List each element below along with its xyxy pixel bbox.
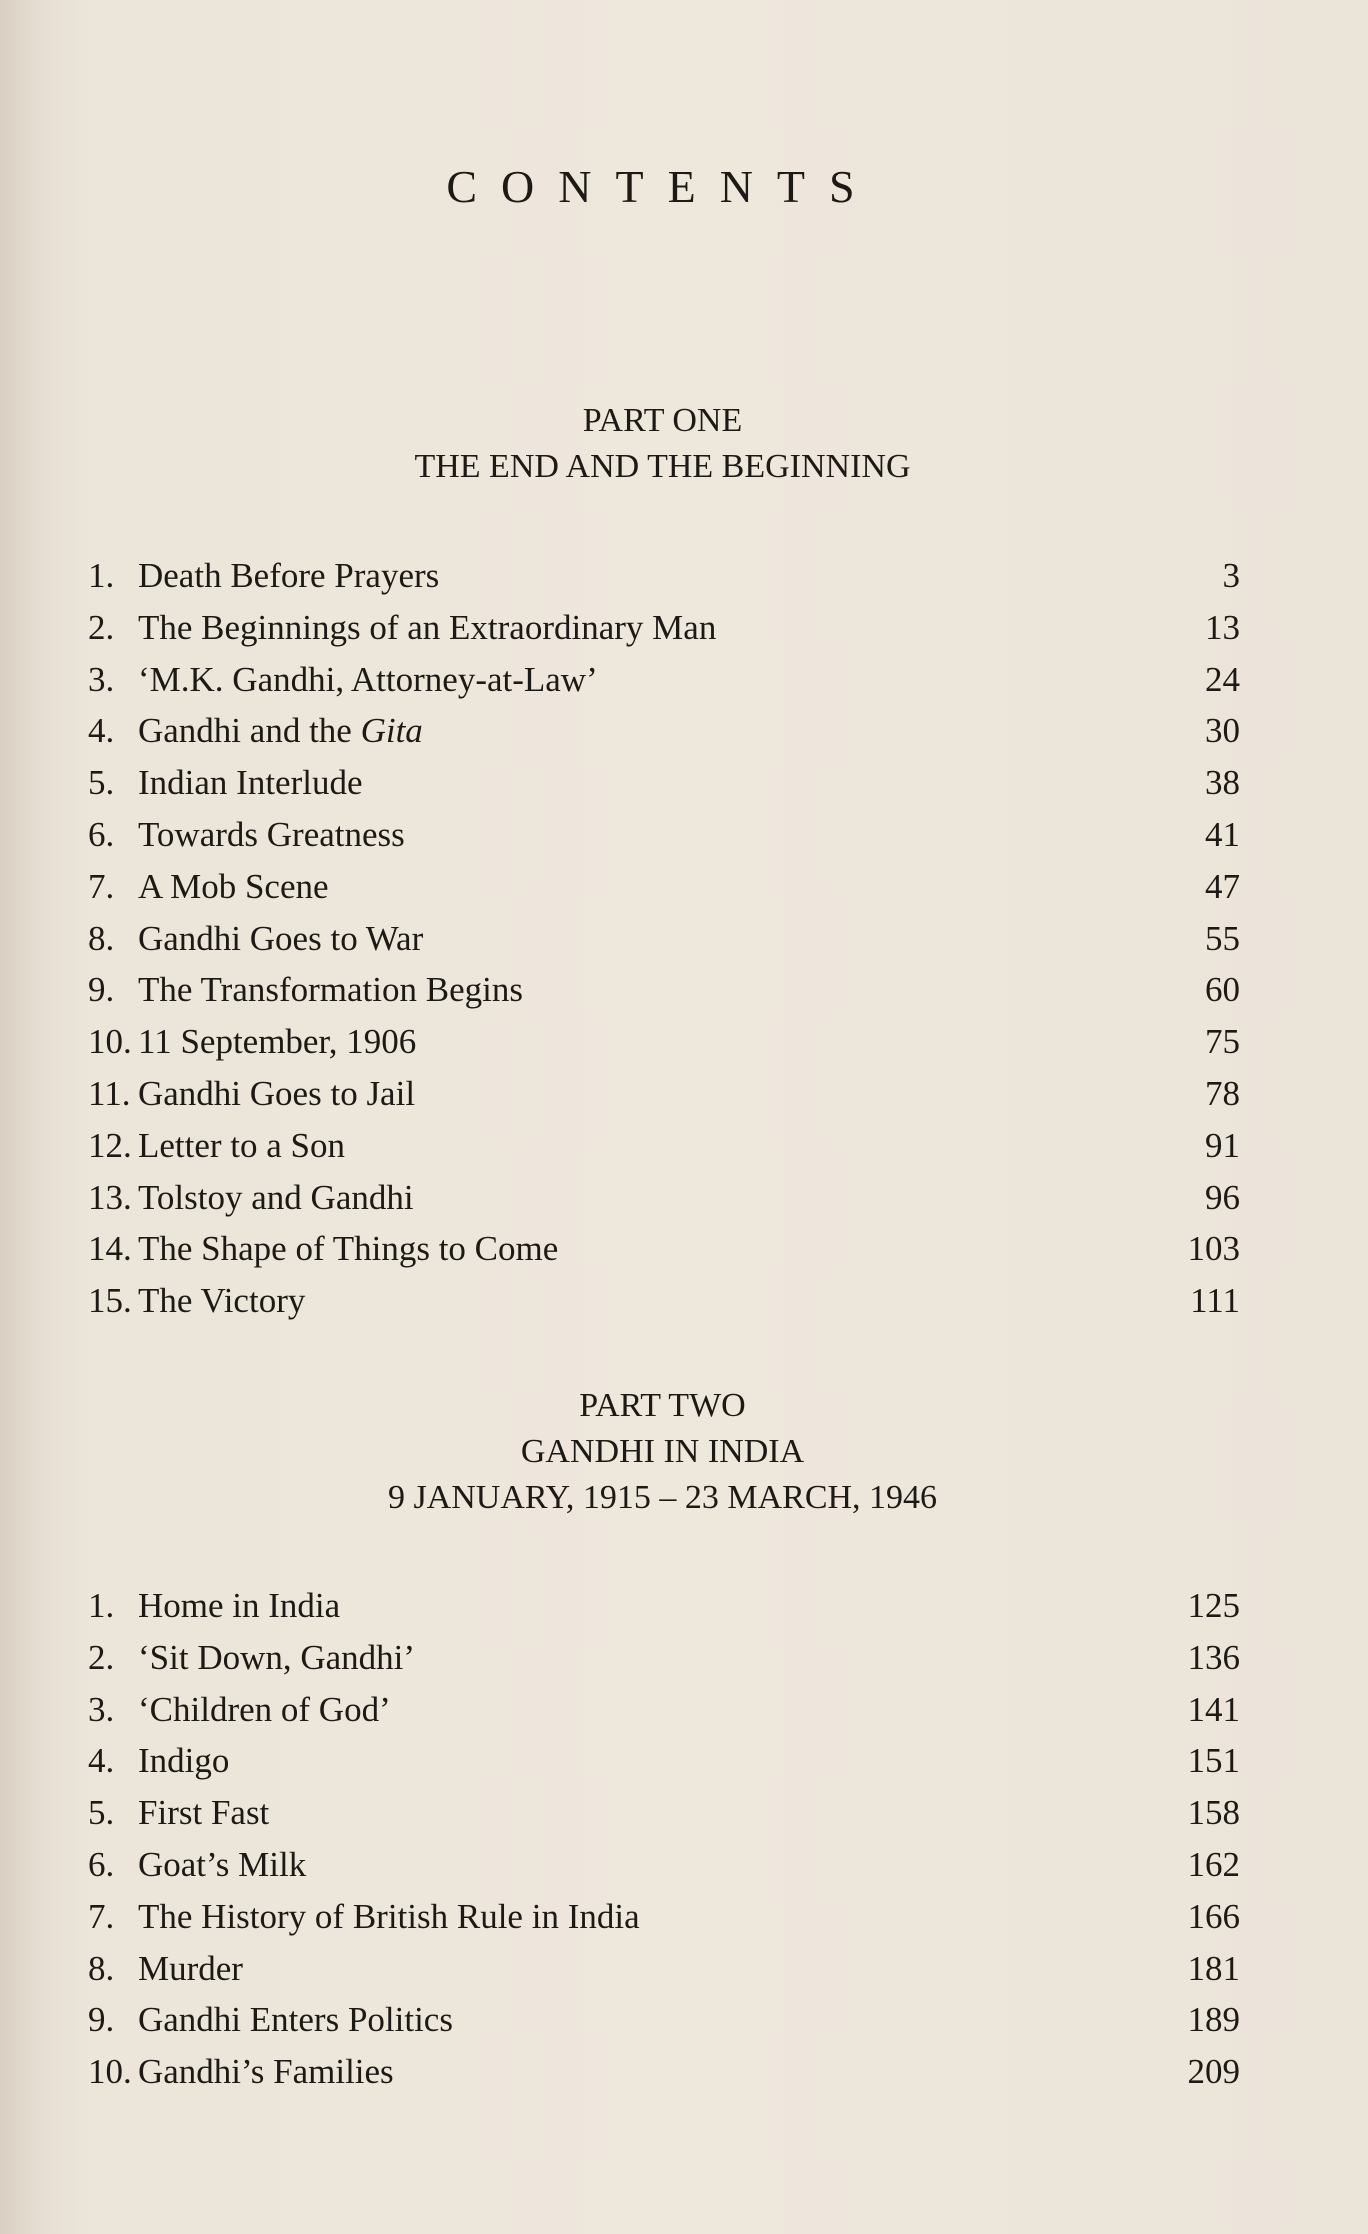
entry-number: 7. — [88, 866, 115, 906]
entry-number: 13. — [88, 1177, 132, 1217]
entry-title: The Beginnings of an Extraordinary Man — [138, 607, 717, 647]
entry-page: 13 — [1205, 607, 1240, 647]
entry-number: 6. — [88, 814, 115, 854]
toc-entry — [88, 913, 1240, 965]
entry-title: Tolstoy and Gandhi — [138, 1177, 414, 1217]
entry-page: 158 — [1187, 1793, 1240, 1833]
entry-page: 166 — [1187, 1896, 1240, 1936]
toc-entry — [88, 1632, 1240, 1684]
entry-number: 14. — [88, 1229, 132, 1269]
part-two-toc — [88, 1580, 1240, 2098]
entry-title: Goat’s Milk — [138, 1844, 307, 1884]
entry-number: 15. — [88, 1281, 132, 1321]
entry-number: 9. — [88, 2000, 115, 2040]
toc-entry — [88, 1223, 1240, 1275]
toc-entry — [88, 602, 1240, 654]
entry-number: 1. — [88, 556, 115, 595]
entry-title: ‘M.K. Gandhi, Attorney-at-Law’ — [138, 659, 598, 699]
entry-number: 11. — [88, 1073, 131, 1113]
entry-number: 3. — [88, 1689, 115, 1729]
entry-title: The Shape of Things to Come — [138, 1229, 559, 1269]
toc-entry — [88, 654, 1240, 706]
toc-entry — [88, 1580, 1240, 1632]
entry-number: 10. — [88, 2052, 132, 2092]
entry-page: 136 — [1187, 1637, 1240, 1677]
entry-title: Gandhi Enters Politics — [138, 2000, 453, 2040]
entry-number: 2. — [88, 1637, 115, 1677]
entry-page: 41 — [1205, 814, 1240, 854]
toc-entry — [88, 1891, 1240, 1943]
toc-entry — [88, 1068, 1240, 1120]
entry-number: 5. — [88, 1793, 115, 1833]
entry-title: Death Before Prayers — [138, 556, 440, 595]
toc-entry — [88, 1275, 1240, 1327]
entry-page: 103 — [1187, 1229, 1240, 1269]
entry-title: ‘Children of God’ — [138, 1689, 391, 1729]
part-label: PART ONE — [582, 402, 743, 439]
entry-number: 8. — [88, 1948, 115, 1988]
toc-entry — [88, 1994, 1240, 2046]
entry-number: 5. — [88, 763, 115, 803]
toc-entry — [88, 1839, 1240, 1891]
part-two-heading — [0, 1383, 1325, 1521]
entry-page: 24 — [1205, 659, 1240, 699]
entry-page: 111 — [1190, 1281, 1240, 1321]
entry-page: 47 — [1205, 866, 1240, 906]
entry-title: Gandhi and the — [138, 711, 361, 751]
entry-page: 162 — [1187, 1844, 1240, 1884]
entry-page: 189 — [1187, 2000, 1240, 2040]
entry-number: 6. — [88, 1844, 115, 1884]
toc-entry — [88, 964, 1240, 1016]
entry-page: 209 — [1187, 2052, 1240, 2092]
entry-title: Indian Interlude — [138, 763, 363, 803]
toc-entry — [88, 809, 1240, 861]
entry-title: ‘Sit Down, Gandhi’ — [138, 1637, 416, 1677]
part-label: PART TWO — [579, 1387, 746, 1424]
part-dates: 9 JANUARY, 1915 – 23 MARCH, 1946 — [387, 1479, 938, 1516]
entry-title: Letter to a Son — [138, 1125, 346, 1165]
entry-title: Home in India — [138, 1586, 341, 1625]
entry-title: Gandhi Goes to War — [138, 918, 424, 958]
toc-entry — [88, 1016, 1240, 1068]
entry-page: 125 — [1187, 1586, 1240, 1625]
entry-number: 10. — [88, 1022, 132, 1062]
entry-number: 9. — [88, 970, 115, 1010]
entry-page: 96 — [1205, 1177, 1240, 1217]
part-title: GANDHI IN INDIA — [520, 1433, 805, 1470]
part-one-heading — [0, 398, 1325, 490]
entry-number: 4. — [88, 1741, 115, 1781]
entry-number: 3. — [88, 659, 115, 699]
toc-entry — [88, 2046, 1240, 2098]
toc-entry — [88, 1943, 1240, 1995]
toc-entry — [88, 550, 1240, 602]
entry-title-italic: Gita — [360, 711, 423, 751]
toc-entry — [88, 705, 1240, 757]
toc-entry — [88, 861, 1240, 913]
entry-title: Indigo — [138, 1741, 230, 1781]
entry-title: Murder — [138, 1948, 243, 1988]
toc-entry — [88, 1735, 1240, 1787]
entry-title: The Transformation Begins — [138, 970, 523, 1010]
entry-page: 151 — [1187, 1741, 1240, 1781]
toc-entry — [88, 1787, 1240, 1839]
part-title: THE END AND THE BEGINNING — [414, 448, 911, 485]
entry-title: The Victory — [138, 1281, 306, 1321]
entry-title: Gandhi Goes to Jail — [138, 1073, 416, 1113]
entry-page: 78 — [1205, 1073, 1240, 1113]
entry-page: 181 — [1187, 1948, 1240, 1988]
entry-title: The History of British Rule in India — [138, 1896, 640, 1936]
entry-page: 3 — [1222, 556, 1240, 595]
entry-number: 8. — [88, 918, 115, 958]
toc-entry — [88, 1120, 1240, 1172]
entry-page: 91 — [1205, 1125, 1240, 1165]
part-one-toc — [88, 550, 1240, 1327]
entry-number: 4. — [88, 711, 115, 751]
toc-entry — [88, 1172, 1240, 1224]
entry-page: 55 — [1205, 918, 1240, 958]
entry-page: 30 — [1205, 711, 1240, 751]
entry-title: A Mob Scene — [138, 866, 329, 906]
entry-page: 60 — [1205, 970, 1240, 1010]
entry-title: Towards Greatness — [138, 814, 405, 854]
entry-number: 2. — [88, 607, 115, 647]
entry-number: 1. — [88, 1586, 115, 1625]
entry-page: 75 — [1205, 1022, 1240, 1062]
toc-entry — [88, 757, 1240, 809]
entry-page: 141 — [1187, 1689, 1240, 1729]
entry-page: 38 — [1205, 763, 1240, 803]
entry-number: 12. — [88, 1125, 132, 1165]
contents-heading: CONTENTS — [446, 161, 879, 212]
entry-title: Gandhi’s Families — [138, 2052, 394, 2092]
entry-number: 7. — [88, 1896, 115, 1936]
entry-title: 11 September, 1906 — [138, 1022, 417, 1062]
toc-entry — [88, 1684, 1240, 1736]
entry-title: First Fast — [138, 1793, 270, 1833]
